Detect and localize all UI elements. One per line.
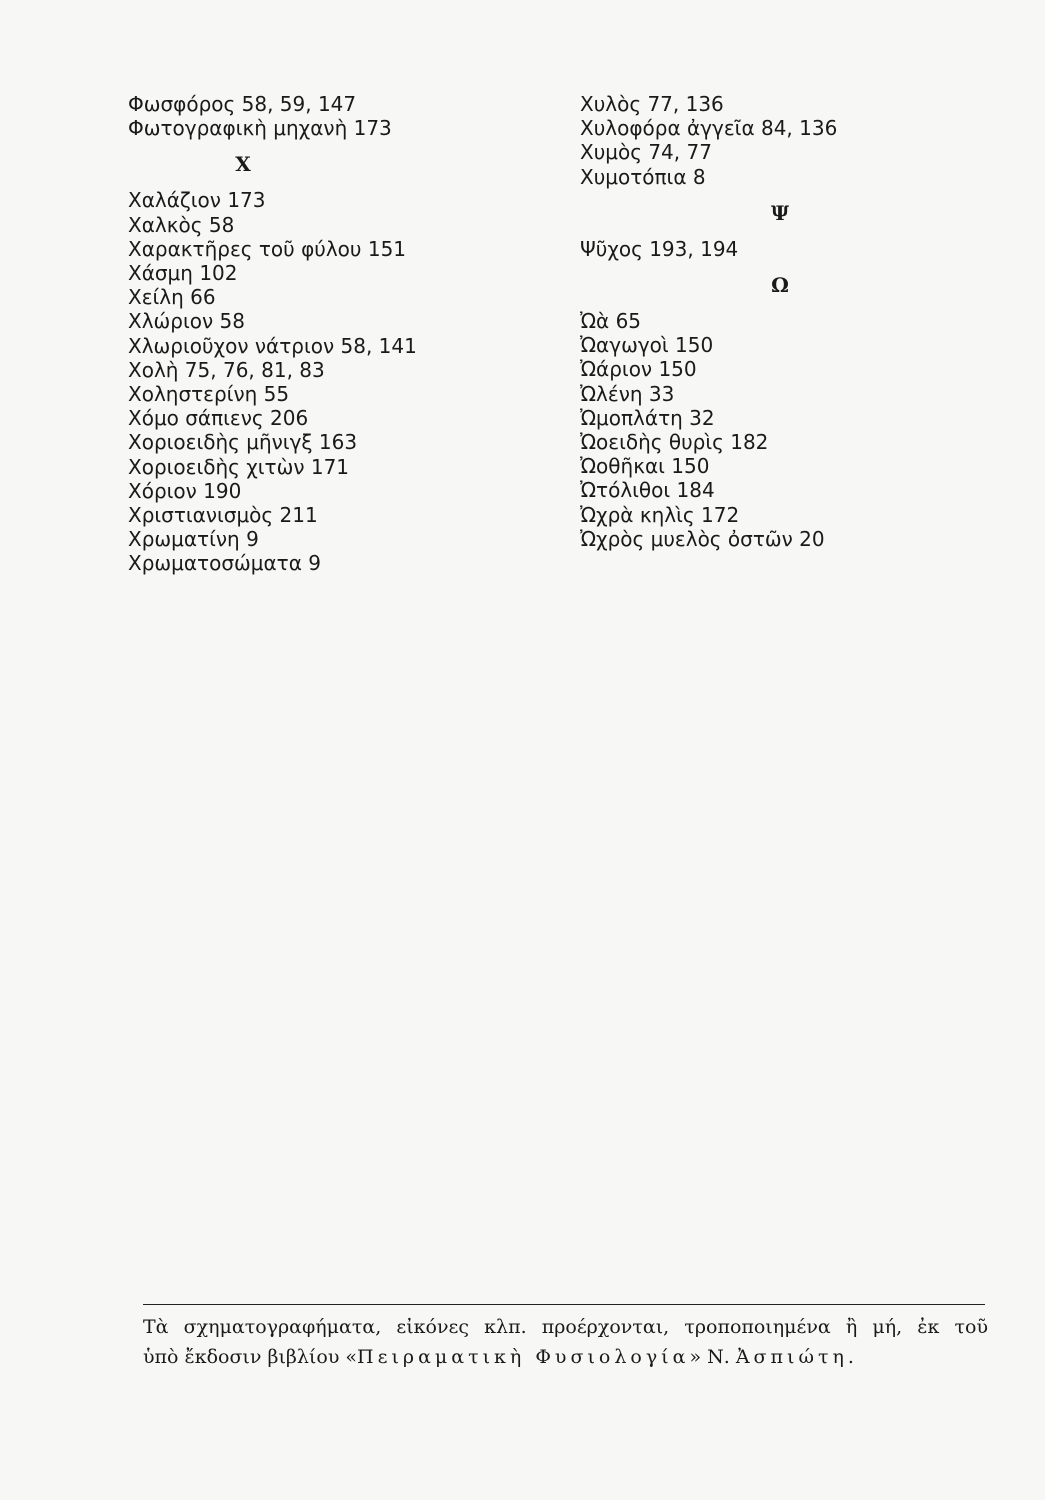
section-letter-psi: Ψ — [770, 200, 790, 225]
index-entry: Χριστιανισμὸς 211 — [128, 503, 318, 528]
index-entry: Ὠλένη 33 — [580, 381, 675, 406]
author-name: Ἀσπιώτη — [735, 1346, 848, 1368]
footnote-middle: » Ν. — [689, 1346, 736, 1368]
entries-phi — [128, 92, 528, 140]
index-entry: Ὠοθῆκαι 150 — [580, 454, 710, 479]
index-entry: Χλώριον 58 — [128, 309, 245, 334]
index-entry: Χάσμη 102 — [128, 261, 238, 286]
index-entry: Χλωριοῦχον νάτριον 58, 141 — [128, 333, 417, 358]
index-entry: Χολὴ 75, 76, 81, 83 — [128, 357, 325, 382]
index-entry: Ὠτόλιθοι 184 — [580, 478, 715, 503]
footnote-line-2 — [143, 1342, 988, 1372]
index-entry: Ὠὰ 65 — [580, 309, 642, 334]
index-entry: Χοριοειδὴς χιτὼν 171 — [128, 454, 350, 479]
index-entry: Χρωματοσώματα 9 — [128, 551, 321, 576]
index-entry: Φωσφόρος 58, 59, 147 — [128, 92, 357, 116]
footnote-prefix: ὑπὸ ἔκδοσιν βιβλίου « — [143, 1346, 358, 1368]
index-entry: Χείλη 66 — [128, 285, 216, 310]
index-entry: Χυμοτόπια 8 — [580, 164, 706, 189]
index-entry: Χαρακτῆρες τοῦ φύλου 151 — [128, 236, 407, 261]
entries-chi — [128, 188, 528, 575]
index-entry: Χαλκὸς 58 — [128, 212, 235, 237]
index-column-left — [128, 92, 528, 576]
index-column-right — [580, 92, 1000, 551]
index-entry: Φωτογραφικὴ μηχανὴ 173 — [128, 116, 392, 141]
index-entry: Χρωματίνη 9 — [128, 527, 259, 552]
index-entry: Χοριοειδὴς μῆνιγξ 163 — [128, 430, 358, 455]
entries-chi-cont — [580, 92, 1000, 189]
index-entry: Χόριον 190 — [128, 478, 242, 503]
index-entry: Ὠάριον 150 — [580, 357, 697, 382]
index-entry: Χοληστερίνη 55 — [128, 382, 290, 407]
index-entry: Ὠχρὰ κηλὶς 172 — [580, 502, 740, 527]
index-entry: Ψῦχος 193, 194 — [580, 236, 739, 261]
entries-omega — [580, 309, 1000, 551]
index-entry: Ὠμοπλάτη 32 — [580, 405, 715, 430]
footnote-divider — [143, 1304, 985, 1305]
index-entry: Χόμο σάπιενς 206 — [128, 406, 309, 431]
footnote-line-1: Τὰ σχηματογραφήματα, εἰκόνες κλπ. προέρχονται, τροποποιημένα ἢ μή, ἐκ τοῦ — [143, 1316, 988, 1338]
entries-psi — [580, 237, 1000, 261]
book-title: Πειραματικὴ Φυσιολογία — [357, 1346, 690, 1368]
index-entry: Χυλοφόρα ἀγγεῖα 84, 136 — [580, 116, 838, 141]
footnote-suffix: . — [847, 1346, 854, 1368]
section-letter-chi: X — [235, 152, 251, 177]
index-entry: Χυλὸς 77, 136 — [580, 92, 724, 116]
index-entry: Χυμὸς 74, 77 — [580, 140, 712, 165]
index-entry: Χαλάζιον 173 — [128, 188, 266, 213]
index-entry: Ὠοειδὴς θυρὶς 182 — [580, 430, 769, 455]
index-entry: Ὠαγωγοὶ 150 — [580, 333, 714, 358]
section-letter-omega: Ω — [771, 273, 789, 298]
index-entry: Ὠχρὸς μυελὸς ὀστῶν 20 — [580, 526, 825, 551]
